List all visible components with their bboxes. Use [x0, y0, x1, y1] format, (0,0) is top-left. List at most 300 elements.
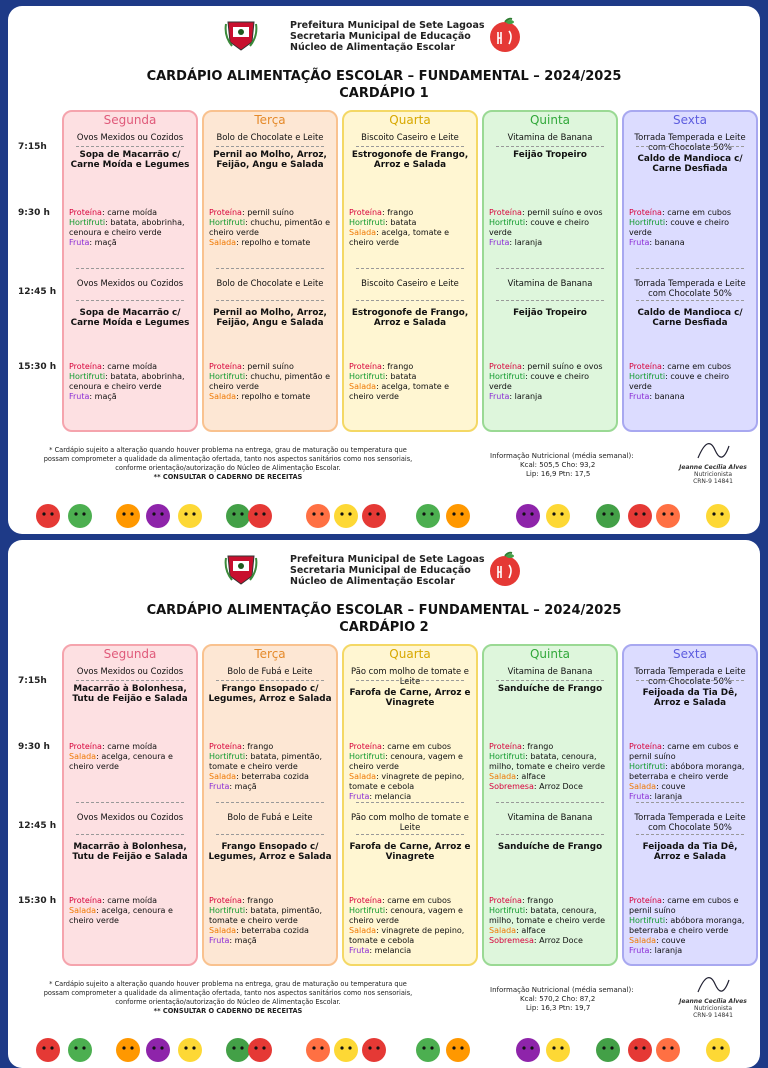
divider [636, 268, 744, 269]
header-text [290, 20, 485, 53]
signature-name: Jeanne Cecília Alves [679, 998, 747, 1005]
detail-value: melancia [374, 946, 412, 955]
detail-value: frango [387, 208, 414, 217]
main-dish: Caldo de Mandioca c/ Carne Desfiada [637, 154, 743, 174]
dish-details [629, 896, 752, 956]
detail-row [349, 372, 472, 382]
snack-item: Torrada Temperada e Leite com Chocolate 50% [634, 812, 746, 832]
detail-label: Proteína [209, 362, 242, 371]
time-label: 12:45 h [18, 287, 57, 297]
detail-label: Proteína [629, 362, 662, 371]
divider [216, 146, 324, 147]
detail-value: acelga, tomate e cheiro verde [349, 228, 450, 247]
signature [678, 972, 748, 1019]
time-label: 9:30 h [18, 742, 50, 752]
main-dish: Caldo de Mandioca c/ Carne Desfiada [637, 308, 743, 328]
footnote-recipes: ** CONSULTAR O CADERNO DE RECEITAS [153, 1007, 303, 1015]
detail-label: Hortifruti [489, 906, 526, 915]
detail-value: maçã [234, 936, 257, 945]
dish-details [69, 362, 192, 402]
main-dish: Feijão Tropeiro [513, 308, 587, 318]
detail-value: carne em cubos e pernil suíno [629, 742, 739, 761]
detail-label: Fruta [209, 936, 230, 945]
menu-title-main: CARDÁPIO ALIMENTAÇÃO ESCOLAR – FUNDAMENTAL – 2024/2025 [146, 69, 622, 84]
dish-details [209, 362, 332, 402]
dish-details [349, 208, 472, 248]
detail-label: Fruta [349, 946, 370, 955]
detail-separator: : [656, 782, 662, 791]
detail-row [489, 782, 612, 792]
menu-title [8, 68, 760, 102]
divider [496, 146, 604, 147]
detail-label: Proteína [489, 208, 522, 217]
detail-row [69, 752, 192, 772]
day-header: Segunda [103, 113, 157, 127]
main-dish: Estrogonofe de Frango, Arroz e Salada [351, 150, 469, 170]
main-dish: Sopa de Macarrão c/ Carne Moída e Legumes [70, 150, 190, 170]
divider [496, 300, 604, 301]
detail-row [209, 926, 332, 936]
detail-separator: : [89, 238, 95, 247]
main-dish: Farofa de Carne, Arroz e Vinagrete [349, 842, 471, 862]
detail-value: beterraba cozida [241, 926, 309, 935]
detail-label: Salada [69, 752, 97, 761]
time-label: 7:15h [18, 676, 47, 686]
detail-label: Proteína [349, 208, 382, 217]
day-column-sexta [622, 644, 758, 966]
detail-label: Fruta [629, 946, 650, 955]
nutrition-kcal: Kcal: 505,5 [520, 461, 560, 469]
detail-separator: : [101, 208, 108, 217]
detail-row [209, 208, 332, 218]
day-header: Quinta [529, 113, 571, 127]
detail-label: Salada [629, 782, 657, 791]
detail-value: carne moída [107, 896, 158, 905]
nutrition-row [490, 461, 634, 470]
detail-separator: : [525, 752, 531, 761]
detail-row [209, 372, 332, 392]
main-dish: Sanduíche de Frango [497, 842, 603, 852]
menu-subtitle: CARDÁPIO 2 [339, 620, 429, 635]
detail-row [629, 792, 752, 802]
detail-value: carne moída [107, 208, 158, 217]
detail-value: alface [521, 772, 546, 781]
detail-value: frango [527, 742, 554, 751]
detail-value: Arroz Doce [539, 782, 583, 791]
detail-separator: : [245, 752, 251, 761]
detail-row [489, 906, 612, 926]
detail-label: Fruta [69, 238, 90, 247]
detail-row [349, 218, 472, 228]
detail-separator: : [229, 782, 235, 791]
nutrition-row [490, 995, 634, 1004]
day-column-terça [202, 110, 338, 432]
detail-value: carne em cubos e pernil suíno [629, 896, 739, 915]
detail-separator: : [96, 752, 102, 761]
detail-value: batata, abobrinha, cenoura e cheiro verde [69, 372, 185, 391]
detail-value: carne em cubos [667, 208, 732, 217]
fruit-decoration-row [28, 1028, 748, 1064]
detail-label: Salada [209, 926, 237, 935]
detail-row [489, 238, 612, 248]
snack-item: Ovos Mexidos ou Cozidos [76, 278, 184, 288]
detail-value: maçã [234, 782, 257, 791]
detail-value: acelga, tomate e cheiro verde [349, 382, 450, 401]
detail-separator: : [229, 936, 235, 945]
divider [356, 834, 464, 835]
detail-separator: : [101, 362, 108, 371]
detail-separator: : [521, 896, 528, 905]
menu-page [8, 540, 760, 1068]
divider [496, 680, 604, 681]
detail-row [349, 742, 472, 752]
detail-label: Salada [489, 772, 517, 781]
dish-details [489, 208, 612, 248]
detail-row [69, 218, 192, 238]
main-dish: Sanduíche de Frango [497, 684, 603, 694]
detail-label: Hortifruti [629, 916, 666, 925]
signature-role: Nutricionista [693, 1005, 733, 1012]
snack-item: Bolo de Fubá e Leite [227, 812, 313, 822]
detail-separator: : [381, 362, 388, 371]
detail-label: Proteína [209, 742, 242, 751]
main-dish: Pernil ao Molho, Arroz, Feijão, Angu e Salada [213, 150, 327, 170]
signature [678, 438, 748, 485]
detail-value: maçã [94, 238, 117, 247]
detail-value: banana [654, 238, 685, 247]
detail-row [209, 906, 332, 926]
detail-label: Proteína [69, 742, 102, 751]
menu-subtitle: CARDÁPIO 1 [339, 86, 429, 101]
detail-separator: : [376, 382, 382, 391]
detail-row [349, 752, 472, 772]
snack-item: Ovos Mexidos ou Cozidos [76, 666, 184, 676]
detail-separator: : [385, 906, 391, 915]
nutrition-info [490, 986, 634, 1013]
detail-value: pernil suíno [247, 362, 294, 371]
detail-row [489, 362, 612, 372]
detail-separator: : [241, 362, 248, 371]
fruit-characters-icon [28, 1028, 748, 1064]
dish-details [349, 896, 472, 956]
detail-row [489, 742, 612, 752]
detail-value: acelga, cenoura e cheiro verde [69, 906, 173, 925]
detail-separator: : [516, 772, 522, 781]
detail-label: Salada [349, 228, 377, 237]
detail-separator: : [376, 926, 382, 935]
detail-label: Salada [489, 926, 517, 935]
footnote-text: * Cardápio sujeito a alteração quando houver problema na entrega, grau de maturação ou temperatura que possam comprometer a qualidade da alimentação ofertada, tanto nos aspectos sanitários como nos sensoriais, conforme orientação/autorização do Núcleo de Alimentação Escolar. [43, 980, 413, 1006]
detail-label: Fruta [629, 792, 650, 801]
detail-label: Sobremesa [489, 782, 534, 791]
detail-row [349, 926, 472, 946]
detail-row [629, 742, 752, 762]
signature-crn: CRN-9 14841 [693, 478, 733, 485]
footnote-text: * Cardápio sujeito a alteração quando houver problema na entrega, grau de maturação ou temperatura que possam comprometer a qualidade da alimentação ofertada, tanto nos aspectos sanitários como nos sensoriais, conforme orientação/autorização do Núcleo de Alimentação Escolar. [43, 446, 413, 472]
detail-value: vinagrete de pepino, tomate e cebola [349, 772, 465, 791]
detail-separator: : [665, 372, 671, 381]
detail-value: carne em cubos [667, 362, 732, 371]
detail-row [209, 772, 332, 782]
divider [216, 802, 324, 803]
divider [636, 300, 744, 301]
detail-label: Proteína [629, 742, 662, 751]
detail-label: Fruta [629, 392, 650, 401]
detail-row [489, 392, 612, 402]
detail-row [349, 792, 472, 802]
dish-details [489, 896, 612, 946]
detail-value: batata, cenoura, milho, tomate e cheiro verde [489, 906, 606, 925]
detail-value: abóbora moranga, beterraba e cheiro verde [629, 762, 745, 781]
detail-value: beterraba cozida [241, 772, 309, 781]
nutrition-row [490, 470, 634, 479]
detail-label: Hortifruti [349, 372, 386, 381]
detail-separator: : [385, 372, 391, 381]
detail-row [69, 392, 192, 402]
detail-row [69, 362, 192, 372]
divider [76, 146, 184, 147]
snack-item: Bolo de Fubá e Leite [227, 666, 313, 676]
detail-label: Sobremesa [489, 936, 534, 945]
dish-details [69, 896, 192, 926]
divider [76, 680, 184, 681]
main-dish: Estrogonofe de Frango, Arroz e Salada [351, 308, 469, 328]
day-column-quarta [342, 110, 478, 432]
detail-row [209, 936, 332, 946]
detail-separator: : [385, 752, 391, 761]
detail-separator: : [509, 392, 515, 401]
detail-value: batata [390, 218, 417, 227]
divider [216, 300, 324, 301]
detail-separator: : [665, 762, 671, 771]
detail-label: Proteína [69, 896, 102, 905]
day-column-terça [202, 644, 338, 966]
detail-label: Salada [349, 382, 377, 391]
detail-separator: : [105, 218, 111, 227]
divider [356, 802, 464, 803]
day-header: Quarta [389, 647, 431, 661]
dish-details [209, 896, 332, 946]
snack-item: Biscoito Caseiro e Leite [361, 278, 459, 288]
footnote [38, 980, 418, 1016]
detail-label: Fruta [489, 392, 510, 401]
detail-label: Hortifruti [209, 218, 246, 227]
detail-value: carne em cubos [387, 742, 452, 751]
time-label: 15:30 h [18, 362, 57, 372]
detail-row [209, 742, 332, 752]
detail-row [209, 362, 332, 372]
detail-value: alface [521, 926, 546, 935]
divider [216, 680, 324, 681]
detail-value: frango [247, 742, 274, 751]
detail-label: Salada [349, 926, 377, 935]
detail-row [489, 772, 612, 782]
snack-item: Torrada Temperada e Leite com Chocolate 50% [634, 666, 746, 686]
day-column-quinta [482, 644, 618, 966]
detail-row [69, 208, 192, 218]
snack-item: Bolo de Chocolate e Leite [216, 132, 324, 142]
detail-row [489, 752, 612, 772]
detail-row [349, 906, 472, 926]
detail-value: couve [661, 936, 686, 945]
detail-label: Hortifruti [349, 218, 386, 227]
detail-separator: : [101, 896, 108, 905]
detail-separator: : [381, 742, 388, 751]
detail-separator: : [661, 896, 668, 905]
detail-row [209, 392, 332, 402]
detail-label: Salada [209, 238, 237, 247]
nutrition-row [490, 1004, 634, 1013]
footnote-recipes: ** CONSULTAR O CADERNO DE RECEITAS [153, 473, 303, 481]
detail-value: batata, pimentão, tomate e cheiro verde [209, 752, 323, 771]
detail-label: Hortifruti [489, 218, 526, 227]
detail-separator: : [649, 392, 655, 401]
detail-label: Proteína [69, 362, 102, 371]
snack-item: Pão com molho de tomate e Leite [351, 666, 469, 686]
detail-value: pernil suíno e ovos [527, 208, 603, 217]
detail-row [629, 392, 752, 402]
detail-row [489, 208, 612, 218]
detail-row [629, 946, 752, 956]
detail-separator: : [245, 906, 251, 915]
dish-details [349, 742, 472, 802]
day-header: Terça [254, 113, 286, 127]
city-crest-icon [224, 16, 258, 52]
detail-value: acelga, cenoura e cheiro verde [69, 752, 173, 771]
day-header: Terça [254, 647, 286, 661]
divider [216, 834, 324, 835]
detail-label: Hortifruti [629, 372, 666, 381]
detail-value: pernil suíno [247, 208, 294, 217]
divider [496, 802, 604, 803]
detail-row [629, 362, 752, 372]
detail-label: Fruta [629, 238, 650, 247]
detail-separator: : [649, 946, 655, 955]
nutrition-title: Informação Nutricional (média semanal): [490, 986, 634, 994]
dish-details [69, 742, 192, 772]
detail-value: banana [654, 392, 685, 401]
detail-separator: : [96, 906, 102, 915]
detail-label: Proteína [629, 208, 662, 217]
detail-row [629, 762, 752, 782]
dish-details [629, 208, 752, 248]
detail-separator: : [516, 926, 522, 935]
detail-value: batata, abobrinha, cenoura e cheiro verde [69, 218, 185, 237]
divider [76, 834, 184, 835]
detail-label: Salada [349, 772, 377, 781]
nutrition-lip: Lip: 16,3 [526, 1004, 557, 1012]
time-label: 12:45 h [18, 821, 57, 831]
day-header: Sexta [673, 113, 707, 127]
time-label: 9:30 h [18, 208, 50, 218]
detail-row [629, 936, 752, 946]
detail-label: Hortifruti [629, 762, 666, 771]
divider [636, 834, 744, 835]
dish-details [629, 362, 752, 402]
dish-details [489, 362, 612, 402]
signature-name: Jeanne Cecília Alves [679, 464, 747, 471]
detail-separator: : [661, 208, 668, 217]
snack-item: Ovos Mexidos ou Cozidos [76, 812, 184, 822]
detail-value: cenoura, vagem e cheiro verde [349, 906, 463, 925]
main-dish: Feijoada da Tia Dê, Arroz e Salada [642, 842, 738, 862]
detail-separator: : [525, 906, 531, 915]
main-dish: Frango Ensopado c/ Legumes, Arroz e Salada [208, 842, 332, 862]
divider [76, 802, 184, 803]
header-line: Núcleo de Alimentação Escolar [290, 576, 455, 587]
detail-label: Hortifruti [69, 218, 106, 227]
divider [636, 146, 744, 147]
detail-row [69, 372, 192, 392]
nutrition-ptn: Ptn: 19,7 [558, 1004, 591, 1012]
nutrition-title: Informação Nutricional (média semanal): [490, 452, 634, 460]
detail-separator: : [521, 742, 528, 751]
divider [216, 268, 324, 269]
dish-details [489, 742, 612, 792]
header-line: Núcleo de Alimentação Escolar [290, 42, 455, 53]
city-crest-icon [224, 550, 258, 586]
detail-separator: : [533, 782, 540, 791]
header-line: Prefeitura Municipal de Sete Lagoas [290, 20, 485, 31]
detail-separator: : [376, 772, 382, 781]
divider [356, 146, 464, 147]
menu-title-main: CARDÁPIO ALIMENTAÇÃO ESCOLAR – FUNDAMENTAL – 2024/2025 [146, 603, 622, 618]
detail-label: Hortifruti [349, 752, 386, 761]
detail-value: batata, pimentão, tomate e cheiro verde [209, 906, 323, 925]
detail-value: cenoura, vagem e cheiro verde [349, 752, 463, 771]
detail-row [629, 896, 752, 916]
detail-separator: : [241, 896, 248, 905]
snack-item: Torrada Temperada e Leite com Chocolate 50% [634, 132, 746, 152]
detail-row [69, 896, 192, 906]
detail-label: Proteína [209, 208, 242, 217]
detail-separator: : [665, 218, 671, 227]
detail-label: Salada [629, 936, 657, 945]
signature-mark-icon [693, 438, 733, 462]
detail-label: Salada [209, 392, 237, 401]
detail-row [69, 742, 192, 752]
nutrition-lip: Lip: 16,9 [526, 470, 557, 478]
time-label: 15:30 h [18, 896, 57, 906]
detail-row [629, 916, 752, 936]
detail-separator: : [369, 792, 375, 801]
nutrition-info [490, 452, 634, 479]
day-header: Segunda [103, 647, 157, 661]
detail-separator: : [236, 772, 242, 781]
detail-value: laranja [514, 238, 543, 247]
detail-separator: : [525, 372, 531, 381]
detail-value: chuchu, pimentão e cheiro verde [209, 372, 330, 391]
divider [636, 680, 744, 681]
detail-label: Proteína [349, 742, 382, 751]
detail-label: Fruta [69, 392, 90, 401]
detail-row [349, 772, 472, 792]
detail-value: carne moída [107, 742, 158, 751]
detail-separator: : [521, 208, 528, 217]
detail-label: Proteína [489, 896, 522, 905]
detail-row [209, 752, 332, 772]
detail-value: couve [661, 782, 686, 791]
divider [356, 680, 464, 681]
detail-row [489, 926, 612, 936]
divider [356, 300, 464, 301]
nutrition-kcal: Kcal: 570,2 [520, 995, 560, 1003]
detail-label: Hortifruti [629, 218, 666, 227]
detail-row [209, 896, 332, 906]
day-column-segunda [62, 644, 198, 966]
detail-separator: : [89, 392, 95, 401]
dish-details [349, 362, 472, 402]
